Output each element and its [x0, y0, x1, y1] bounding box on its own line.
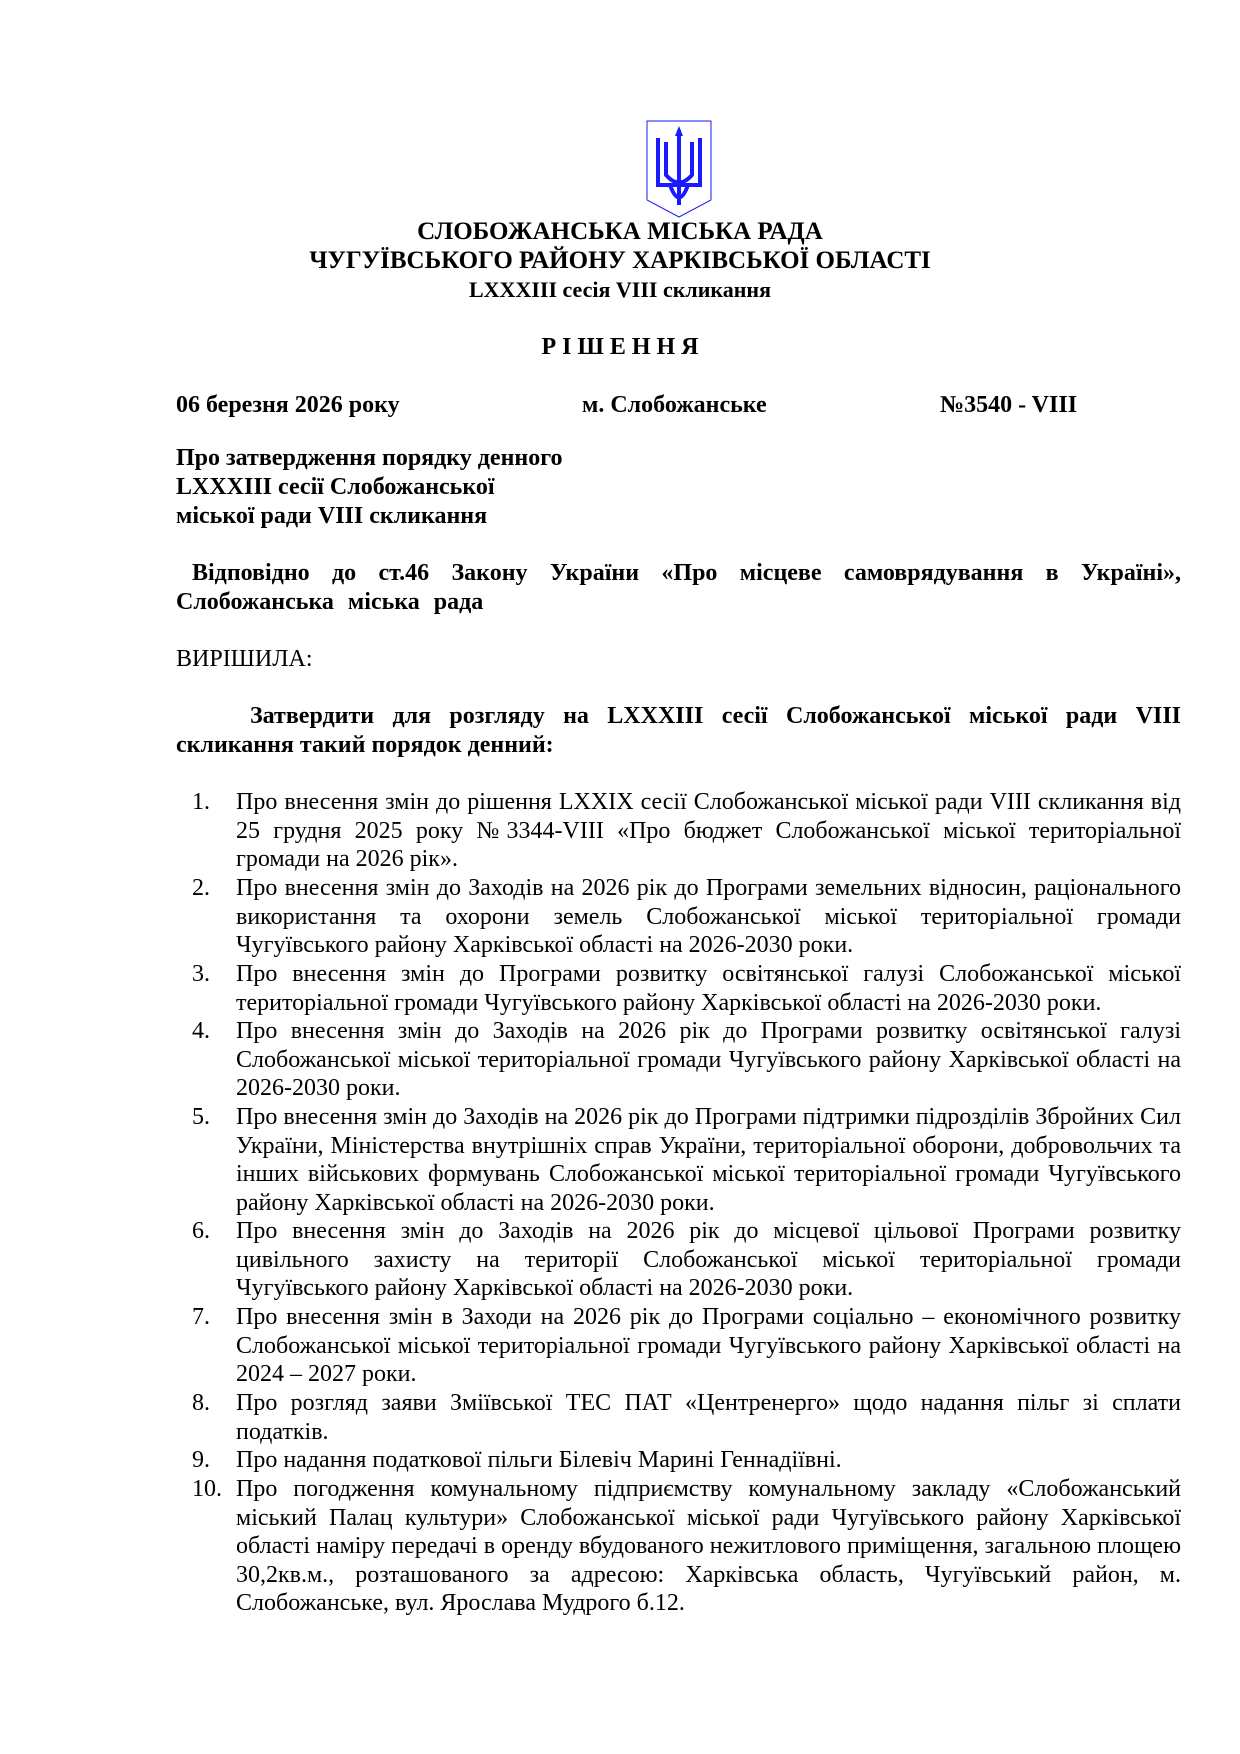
district-name: ЧУГУЇВСЬКОГО РАЙОНУ ХАРКІВСЬКОЇ ОБЛАСТІ — [309, 247, 931, 274]
agenda-item — [192, 1389, 1181, 1446]
subject-line-2 — [176, 473, 591, 502]
item-number: 3. — [192, 961, 210, 987]
decided-label: ВИРІШИЛА: — [176, 646, 313, 672]
session-title: LXXXIII сесія VIII скликання — [469, 277, 771, 302]
item-number: 8. — [192, 1390, 210, 1416]
item-number: 10. — [192, 1476, 222, 1502]
subject-line-1: Про затвердження порядку денного — [176, 445, 563, 471]
intro-paragraph: Затвердити для розгляду на LXXXIII сесії Слобожанської міської ради VIII скликання такий порядок денний: — [176, 703, 1181, 758]
document-type: Р І Ш Е Н Н Я — [541, 334, 699, 360]
item-number: 4. — [192, 1018, 210, 1044]
item-number: 7. — [192, 1304, 210, 1330]
decision-place: м. Слобожанське — [582, 392, 767, 418]
item-number: 6. — [192, 1218, 210, 1244]
agenda-item — [192, 1303, 1181, 1389]
item-text: Про внесення змін до Заходів на 2026 рік до Програми підтримки підрозділів Збройних Сил України, Міністерства внутрішніх справ України, територіальної оборони, добровольчих та інших військових формувань Слобожанської міської територіальної громади Чугуївського району Харківської області на 2026-2030 роки. — [236, 1104, 1181, 1216]
agenda-item — [192, 1017, 1181, 1103]
item-text: Про внесення змін в Заходи на 2026 рік до Програми соціально – економічного розвитку Слобожанської міської територіальної громади Чугуївського району Харківської області на 2024 – 2027 роки. — [236, 1304, 1181, 1388]
subject-text: LXXXIII сесії Слобожанської — [176, 474, 495, 500]
item-text: Про внесення змін до Заходів на 2026 рік до місцевої цільової Програми розвитку цивільного захисту на території Слобожанської міської територіальної громади Чугуївського району Харківської області на 2026-2030 роки. — [236, 1218, 1181, 1302]
decision-number: №3540 - VIII — [940, 392, 1078, 418]
subject-line-3: міської ради VIII скликання — [176, 503, 488, 529]
preamble: Відповідно до ст.46 Закону України «Про місцеве самоврядування в Україні», Слобожанська міська рада — [176, 560, 1181, 615]
agenda-item — [192, 1475, 1181, 1618]
item-text: Про погодження комунальному підприємству комунальному закладу «Слобожанський міський Палац культури» Слобожанської міської ради Чугуївського району Харківської області наміру передачі в оренду вбудованого нежитлового приміщення, загальною площею 30,2кв.м., розташованого за адресою: Харківська область, Чугуївський район, м. Слобожанське, вул. Ярослава Мудрого б.12. — [236, 1476, 1181, 1617]
agenda-item — [192, 788, 1181, 874]
coat-of-arms-icon — [646, 120, 712, 218]
item-text: Про розгляд заяви Зміївської ТЕС ПАТ «Центренерго» щодо надання пільг зі сплати податків. — [236, 1390, 1181, 1445]
agenda-item — [192, 874, 1181, 960]
agenda-item — [192, 1217, 1181, 1303]
agenda-item — [192, 1103, 1181, 1217]
item-text: Про внесення змін до Заходів на 2026 рік до Програми розвитку освітянської галузі Слобожанської міської територіальної громади Чугуївського району Харківської області на 2026-2030 роки. — [236, 1018, 1181, 1102]
agenda-item — [192, 1446, 1181, 1475]
item-text: Про внесення змін до рішення LXXIX сесії Слобожанської міської ради VIII скликання від 25 грудня 2025 року №3344-VIII «Про бюджет Слобожанської міської територіальної громади на 2026 рік». — [236, 789, 1181, 873]
council-name: СЛОБОЖАНСЬКА МІСЬКА РАДА — [417, 218, 823, 245]
item-number: 2. — [192, 875, 210, 901]
item-number: 9. — [192, 1447, 210, 1473]
item-number: 1. — [192, 789, 210, 815]
item-number: 5. — [192, 1104, 210, 1130]
agenda-item — [192, 960, 1181, 1017]
item-text: Про надання податкової пільги Білевіч Марині Геннадіївні. — [236, 1447, 842, 1473]
item-text: Про внесення змін до Програми розвитку освітянської галузі Слобожанської міської територіальної громади Чугуївського району Харківської області на 2026-2030 роки. — [236, 961, 1181, 1016]
item-text: Про внесення змін до Заходів на 2026 рік до Програми земельних відносин, раціонального використання та охорони земель Слобожанської міської територіальної громади Чугуївського району Харківської області на 2026-2030 роки. — [236, 875, 1181, 959]
decision-date: 06 березня 2026 року — [176, 392, 400, 418]
